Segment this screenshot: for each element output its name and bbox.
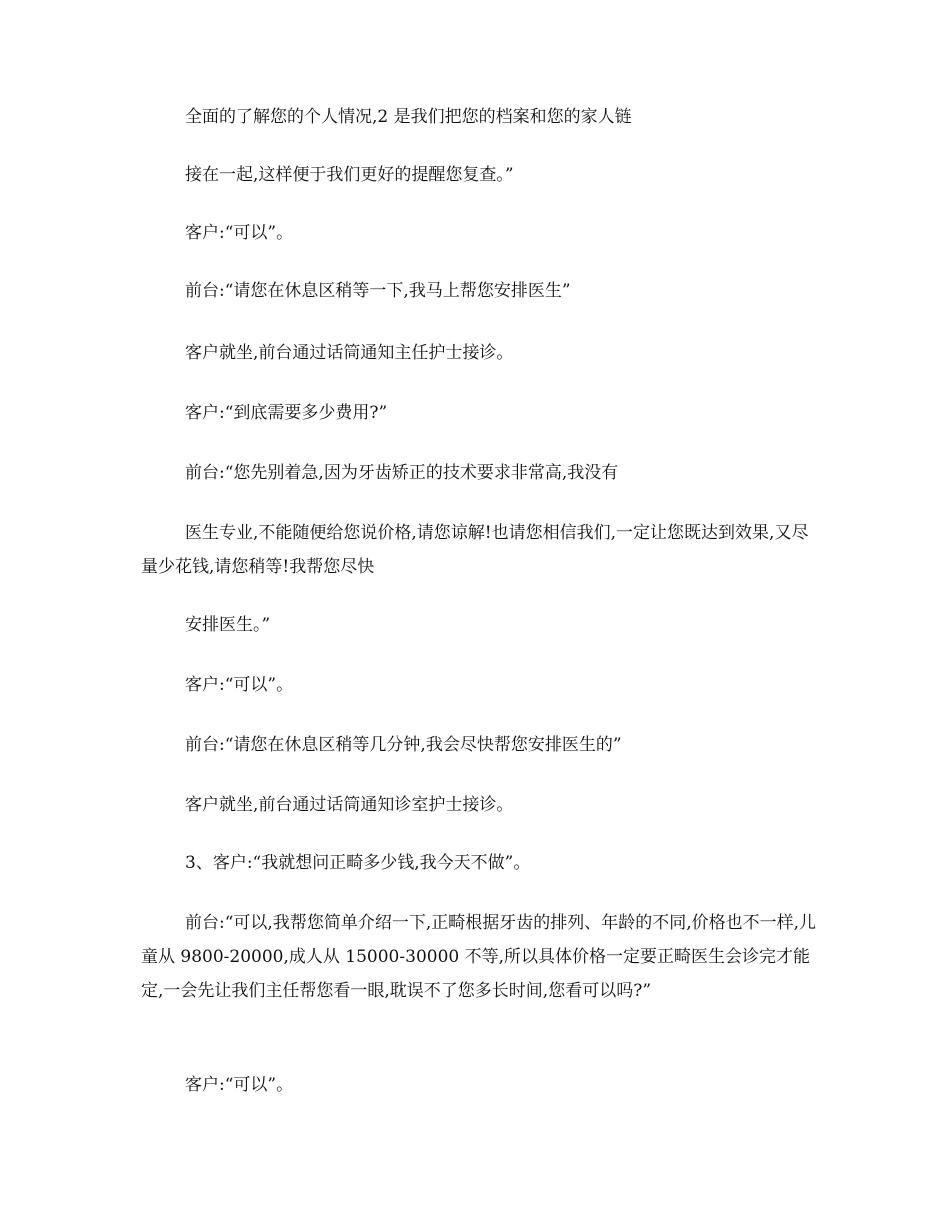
paragraph-10: 客户:“可以”。: [185, 675, 294, 695]
paragraph-6: 客户:“到底需要多少费用?”: [185, 403, 388, 423]
paragraph-1: 全面的了解您的个人情况,2 是我们把您的档案和您的家人链: [185, 107, 632, 127]
paragraph-14: 前台:“可以,我帮您简单介绍一下,正畸根据牙齿的排列、年龄的不同,价格也不一样,儿童从 9800-20000,成人从 15000-30000 不等,所以具体价格一定要正畸医生会诊完才能定,一会先让我们主任帮您看一眼,耽误不了您多长时间,您看可以吗?”: [141, 913, 817, 1001]
paragraph-8: 医生专业,不能随便给您说价格,请您谅解!也请您相信我们,一定让您既达到效果,又尽量少花钱,请您稍等!我帮您尽快: [141, 523, 809, 577]
paragraph-9: 安排医生。”: [185, 615, 271, 635]
paragraph-5: 客户就坐,前台通过话筒通知主任护士接诊。: [185, 343, 514, 363]
paragraph-11: 前台:“请您在休息区稍等几分钟,我会尽快帮您安排医生的”: [185, 735, 622, 755]
paragraph-4: 前台:“请您在休息区稍等一下,我马上帮您安排医生”: [185, 281, 571, 301]
paragraph-7: 前台:“您先别着急,因为牙齿矫正的技术要求非常高,我没有: [185, 463, 619, 483]
paragraph-3: 客户:“可以”。: [185, 223, 294, 243]
paragraph-13: 3、客户:“我就想问正畸多少钱,我今天不做”。: [185, 853, 531, 873]
paragraph-15: 客户:“可以”。: [185, 1075, 294, 1095]
paragraph-12: 客户就坐,前台通过话筒通知诊室护士接诊。: [185, 795, 514, 815]
paragraph-2: 接在一起,这样便于我们更好的提醒您复查。”: [185, 165, 514, 185]
